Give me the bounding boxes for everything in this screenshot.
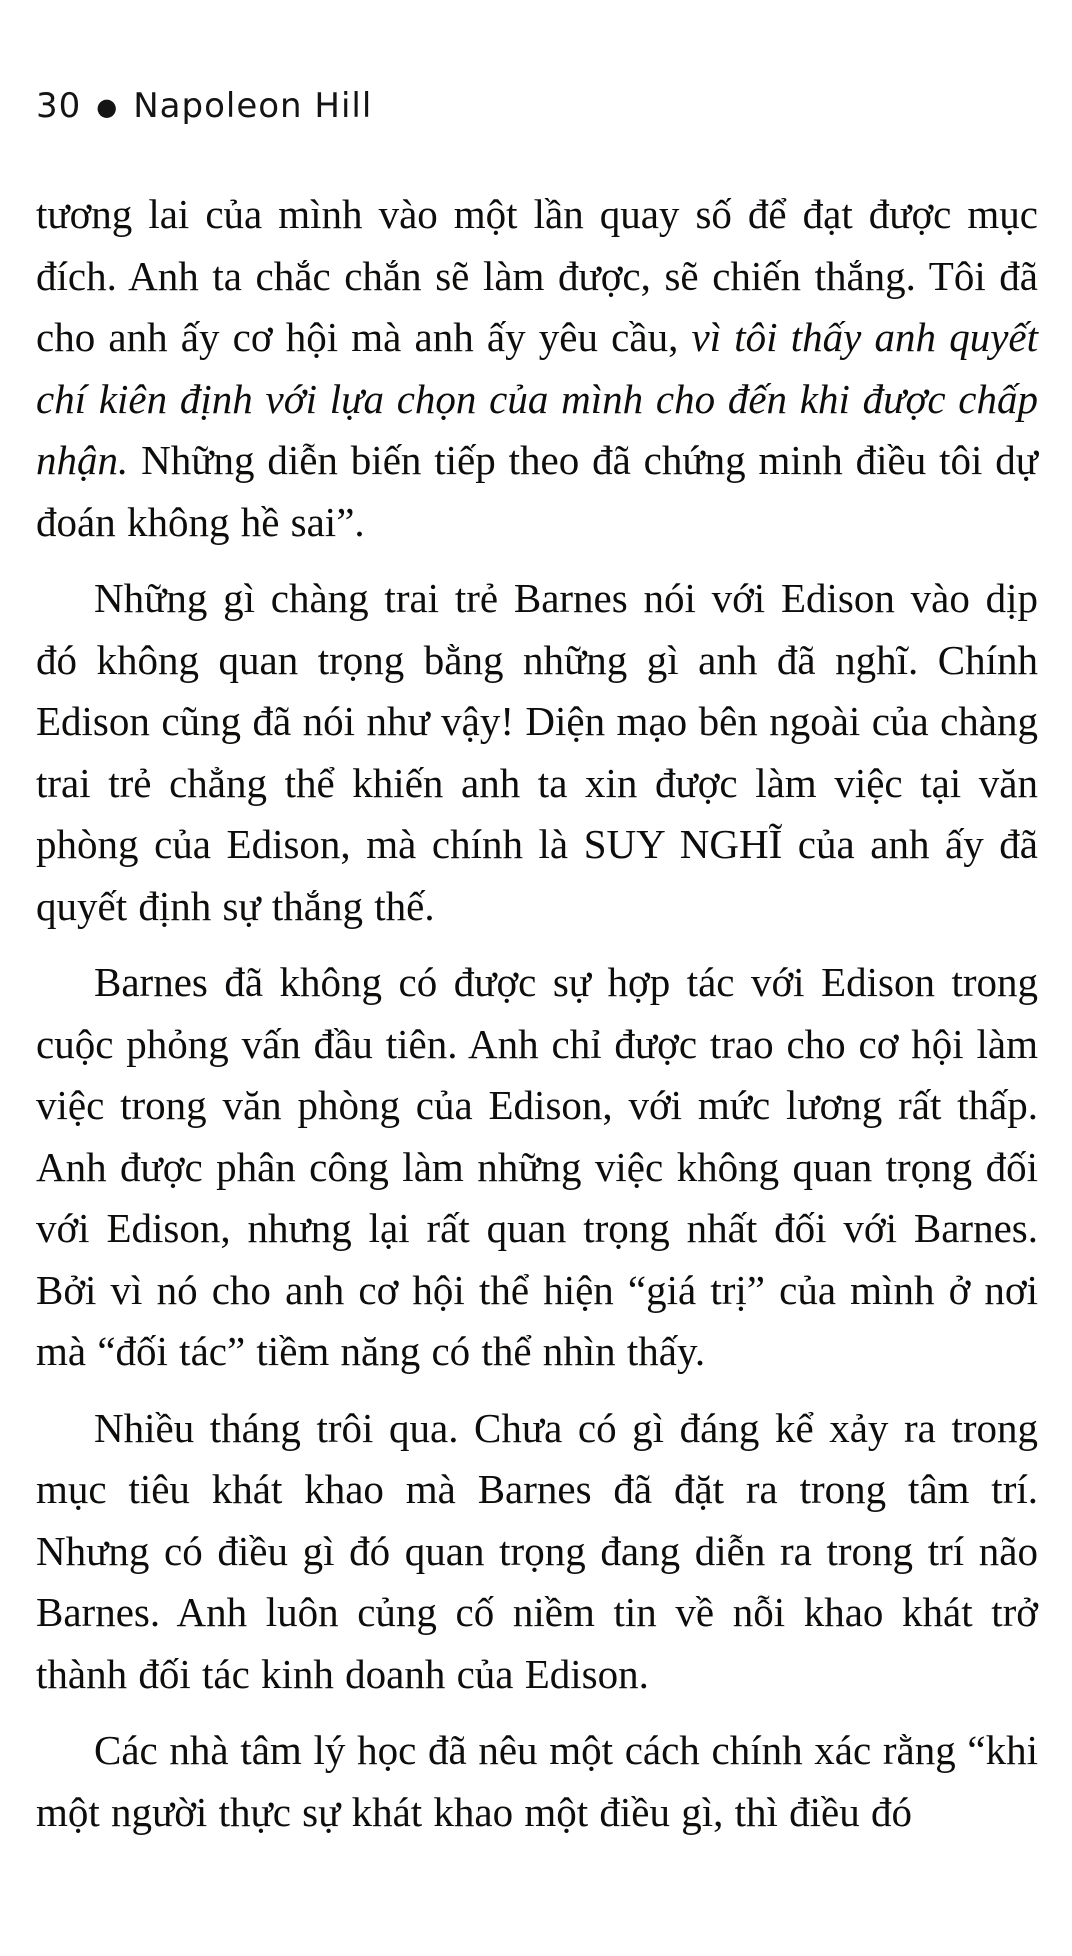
paragraph	[36, 952, 1038, 1383]
paragraph-run: Những diễn biến tiếp theo đã chứng minh điều tôi dự đoán không hề sai”.	[36, 437, 1038, 545]
paragraph-run: Những gì chàng trai trẻ Barnes nói với Edison vào dịp đó không quan trọng bằng những gì anh đã nghĩ. Chính Edison cũng đã nói như vậy! Diện mạo bên ngoài của chàng trai trẻ chẳng thể khiến anh ta xin được làm việc tại văn phòng của Edison, mà chính là SUY NGHĨ của anh ấy đã quyết định sự thắng thế.	[36, 575, 1038, 929]
bullet-icon: ●	[96, 93, 119, 121]
page-body	[36, 184, 1038, 1843]
paragraph-run: Nhiều tháng trôi qua. Chưa có gì đáng kể xảy ra trong mục tiêu khát khao mà Barnes đã đặt ra trong tâm trí. Nhưng có điều gì đó quan trọng đang diễn ra trong trí não Barnes. Anh luôn củng cố niềm tin về nỗi khao khát trở thành đối tác kinh doanh của Edison.	[36, 1404, 1038, 1697]
page-number: 30	[36, 86, 82, 126]
paragraph-run: tương lai của mình vào một lần quay số để đạt được mục đích. Anh ta chắc chắn sẽ làm được, sẽ chiến thắng. Tôi đã cho anh ấy cơ hội mà anh ấy yêu cầu,	[36, 191, 1038, 360]
paragraph	[36, 568, 1038, 937]
running-header	[36, 0, 1038, 126]
paragraph-run: Barnes đã không có được sự hợp tác với Edison trong cuộc phỏng vấn đầu tiên. Anh chỉ được trao cho cơ hội làm việc trong văn phòng của Edison, với mức lương rất thấp. Anh được phân công làm những việc không quan trọng đối với Edison, nhưng lại rất quan trọng nhất đối với Barnes. Bởi vì nó cho anh cơ hội thể hiện “giá trị” của mình ở nơi mà “đối tác” tiềm năng có thể nhìn thấy.	[36, 959, 1038, 1374]
running-header-author: Napoleon Hill	[133, 86, 373, 126]
paragraph-run: Các nhà tâm lý học đã nêu một cách chính xác rằng “khi một người thực sự khát khao một điều gì, thì điều đó	[36, 1727, 1038, 1835]
paragraph	[36, 184, 1038, 553]
paragraph-run-italic: vì tôi thấy anh quyết chí kiên định với lựa chọn của mình cho đến khi được chấp nhận.	[36, 314, 1038, 483]
paragraph	[36, 1398, 1038, 1706]
paragraph	[36, 1720, 1038, 1843]
